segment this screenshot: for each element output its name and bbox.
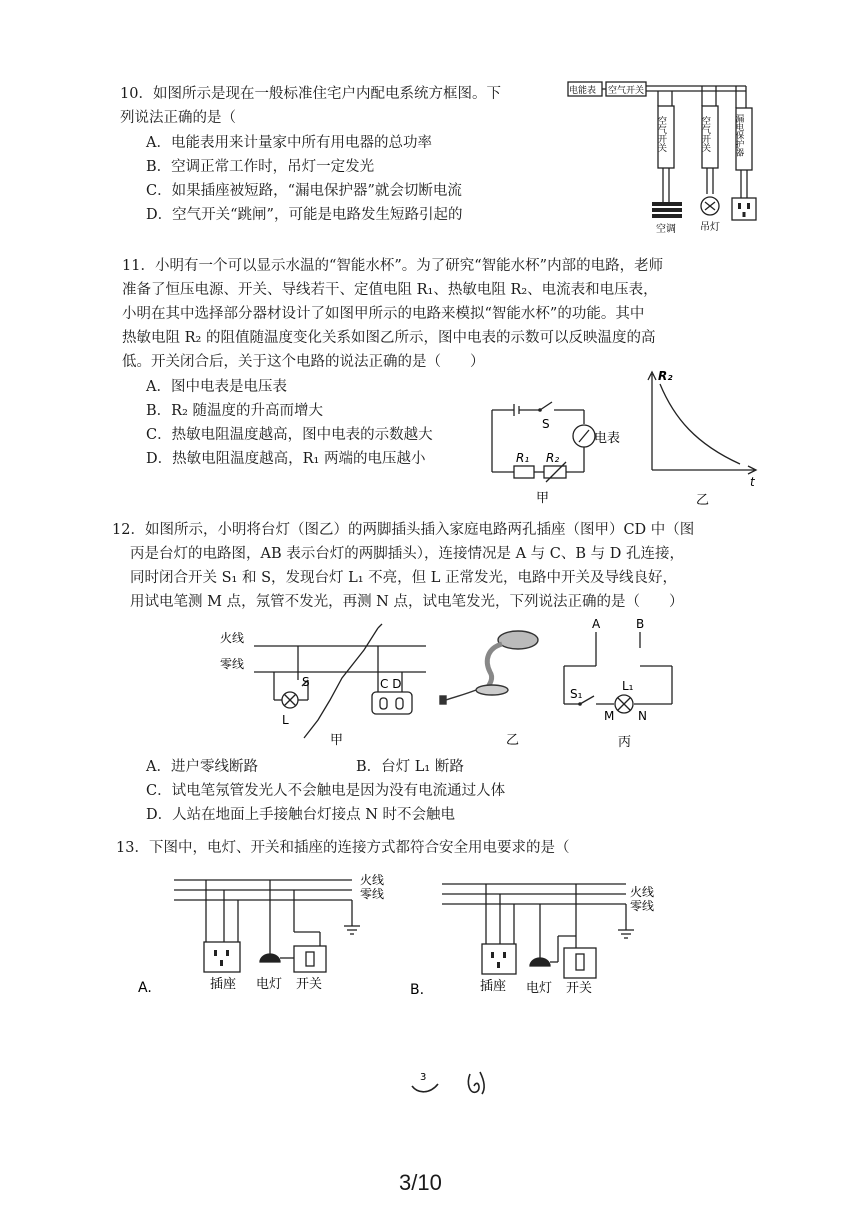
lamp-label: 吊灯 bbox=[700, 222, 720, 233]
q12-circuit-bing bbox=[556, 618, 686, 752]
q10-distribution-diagram bbox=[560, 76, 790, 248]
q11-option-c: C．热敏电阻温度越高，图中电表的示数越大 bbox=[146, 427, 433, 443]
q12-caption-bing: 丙 bbox=[618, 735, 632, 750]
q12-option-b: B．台灯 L₁ 断路 bbox=[356, 759, 464, 775]
page-footer: 3/10 bbox=[399, 1170, 442, 1195]
q11-option-d: D．热敏电阻温度越高，R₁ 两端的电压越小 bbox=[146, 451, 426, 467]
q12-line2: 丙是台灯的电路图，AB 表示台灯的两脚插头），连接情况是 A 与 C、B 与 D 孔连接， bbox=[130, 546, 684, 562]
q13-figure-b bbox=[408, 876, 672, 1006]
q12-line3: 同时闭合开关 S₁ 和 S，发现台灯 L₁ 不亮，但 L 正常发光，电路中开关及导线良好， bbox=[130, 570, 678, 586]
q11-r2-label: R₂ bbox=[546, 451, 560, 465]
ac-label: 空调 bbox=[656, 224, 676, 235]
q10-line1: 10．如图所示是现在一般标准住宅户内配电系统方框图。下 bbox=[120, 86, 501, 102]
q13-line: 13．下图中，电灯、开关和插座的连接方式都符合安全用电要求的是（ bbox=[116, 840, 570, 856]
q11-option-a: A．图中电表是电压表 bbox=[146, 379, 287, 395]
q13a-switch-label: 开关 bbox=[296, 977, 323, 992]
q12-l-label: L bbox=[282, 713, 289, 727]
branch3-label: 漏电保护器 bbox=[734, 114, 744, 157]
q10-option-b: B．空调正常工作时，吊灯一定发光 bbox=[146, 159, 375, 175]
q13b-letter: B. bbox=[410, 982, 425, 998]
desk-lamp-icon bbox=[440, 631, 538, 704]
q12-cd-label: C D bbox=[380, 677, 402, 691]
q13b-switch-label: 开关 bbox=[566, 981, 593, 996]
q12-s1-label: S₁ bbox=[570, 687, 583, 701]
branch1-label: 空气开关 bbox=[656, 116, 666, 152]
q12-line4: 用试电笔测 M 点，氖管不发光，再测 N 点，试电笔发光，下列说法正确的是（ ） bbox=[130, 594, 684, 610]
q13a-neutral-label: 零线 bbox=[360, 887, 385, 901]
q13a-lamp-label: 电灯 bbox=[256, 977, 283, 992]
q12-n-label: N bbox=[638, 709, 647, 723]
q12-l1-label: L₁ bbox=[622, 679, 634, 693]
q12-line1: 12．如图所示，小明将台灯（图乙）的两脚插头插入家庭电路两孔插座（图甲）CD 中（图 bbox=[112, 522, 695, 538]
q12-option-c: C．试电笔氖管发光人不会触电是因为没有电流通过人体 bbox=[146, 783, 506, 799]
socket-icon bbox=[491, 952, 506, 968]
q12-option-d: D．人站在地面上手接触台灯接点 N 时不会触电 bbox=[146, 807, 456, 823]
q11-option-b: B．R₂ 随温度的升高而增大 bbox=[146, 403, 323, 419]
q11-circuit-jia bbox=[484, 396, 624, 508]
q11-line5: 低。开关闭合后，关于这个电路的说法正确的是（ ） bbox=[122, 354, 485, 370]
meter-label: 电能表 bbox=[569, 86, 597, 96]
q13a-socket-label: 插座 bbox=[210, 977, 237, 992]
q12-desk-lamp-yi bbox=[436, 626, 556, 756]
main-switch-label: 空气开关 bbox=[608, 86, 645, 96]
q12-option-a: A．进户零线断路 bbox=[146, 759, 258, 775]
q13a-letter: A. bbox=[138, 980, 152, 996]
q11-meter-label: 电表 bbox=[594, 431, 621, 446]
air-conditioner-icon bbox=[652, 202, 682, 218]
q11-caption-yi: 乙 bbox=[696, 493, 710, 508]
socket-icon bbox=[738, 203, 750, 217]
q10-option-c: C．如果插座被短路，“漏电保护器”就会切断电流 bbox=[146, 183, 462, 199]
q11-line3: 小明在其中选择部分器材设计了如图甲所示的电路来模拟“智能水杯”的功能。其中 bbox=[122, 306, 645, 322]
q12-caption-yi: 乙 bbox=[506, 733, 520, 748]
q12-a-label: A bbox=[592, 618, 601, 631]
q13b-lamp-label: 电灯 bbox=[526, 981, 553, 996]
q13b-neutral-label: 零线 bbox=[630, 899, 655, 913]
q11-graph-xlabel: t bbox=[750, 475, 755, 489]
page-number: 3 bbox=[420, 1072, 427, 1083]
q11-line4: 热敏电阻 R₂ 的阻值随温度变化关系如图乙所示，图中电表的示数可以反映温度的高 bbox=[122, 330, 656, 346]
q13b-socket-label: 插座 bbox=[480, 979, 507, 994]
q12-neutral-label: 零线 bbox=[220, 657, 245, 671]
q10-line2: 列说法正确的是（ bbox=[120, 110, 236, 126]
q12-s-label: S bbox=[302, 675, 310, 689]
q12-live-label: 火线 bbox=[220, 631, 245, 645]
q11-r1-label: R₁ bbox=[516, 451, 530, 465]
q11-graph-ylabel: R₂ bbox=[658, 369, 673, 383]
q11-line2: 准备了恒压电源、开关、导线若干、定值电阻 R₁、热敏电阻 R₂、电流表和电压表， bbox=[122, 282, 658, 298]
branch2-label: 空气开关 bbox=[700, 116, 710, 152]
socket-icon bbox=[214, 950, 229, 966]
page-number-scribble bbox=[404, 1064, 504, 1100]
q11-line1: 11．小明有一个可以显示水温的“智能水杯”。为了研究“智能水杯”内部的电路，老师 bbox=[122, 258, 664, 274]
q11-graph-yi bbox=[638, 366, 768, 512]
q13a-live-label: 火线 bbox=[360, 873, 385, 887]
q11-caption-jia: 甲 bbox=[536, 491, 550, 506]
q12-circuit-jia bbox=[214, 620, 446, 752]
ceiling-lamp-icon bbox=[701, 197, 719, 215]
q10-option-d: D．空气开关“跳闸”，可能是电路发生短路引起的 bbox=[146, 207, 463, 223]
q12-b-label: B bbox=[636, 618, 645, 631]
q13-figure-a bbox=[134, 870, 394, 1000]
q11-switch-label: S bbox=[542, 417, 550, 431]
q13b-live-label: 火线 bbox=[630, 885, 655, 899]
q12-caption-jia: 甲 bbox=[330, 733, 344, 748]
q10-option-a: A．电能表用来计量家中所有用电器的总功率 bbox=[146, 135, 432, 151]
q12-m-label: M bbox=[604, 709, 615, 723]
